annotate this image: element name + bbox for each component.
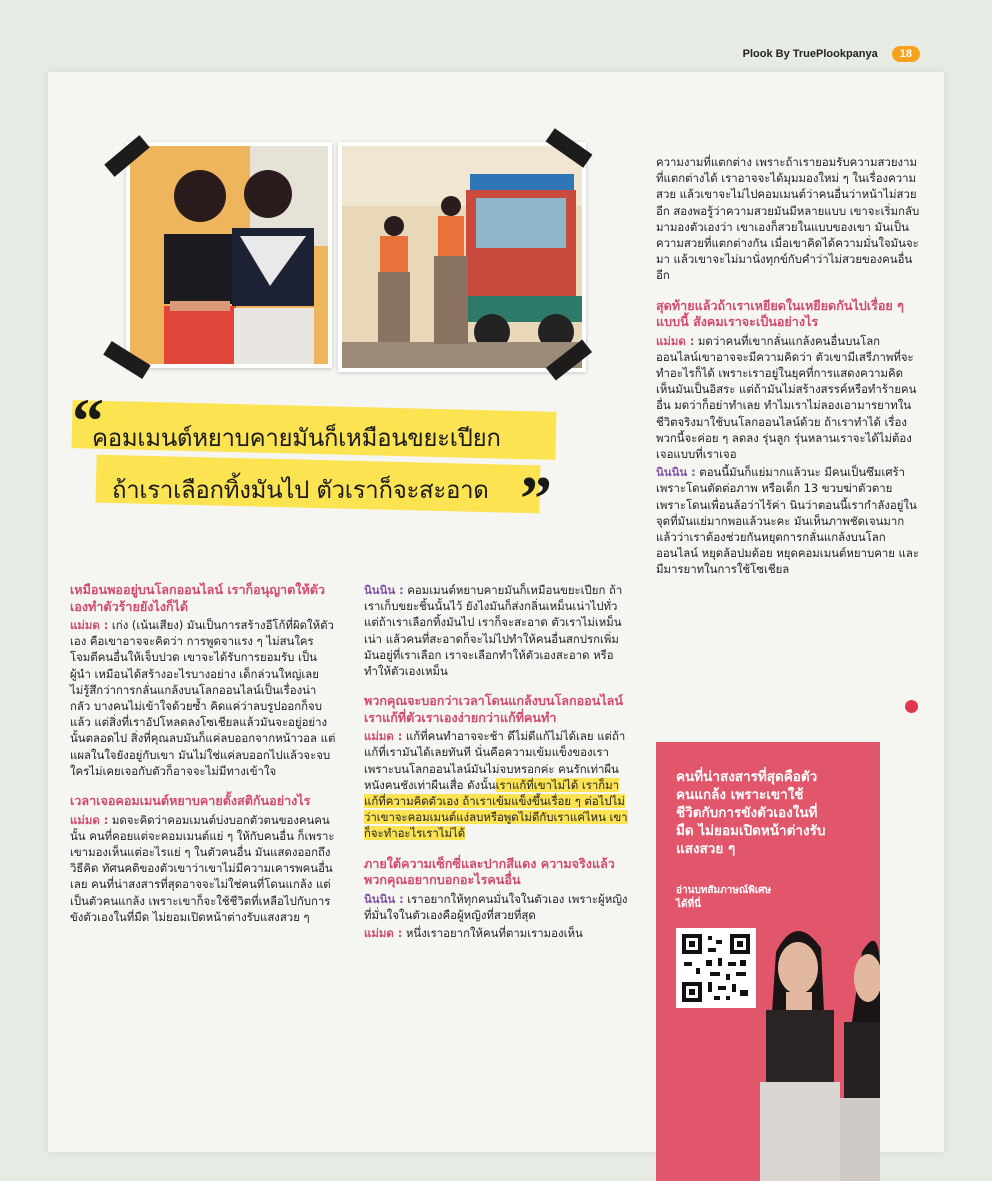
speaker-label: แม่มด : xyxy=(656,333,695,348)
paragraph-text: เก่ง (เน้นเสียง) มันเป็นการสร้างอีโก้ที่ผิดให้ตัวเอง คือเขาอาจจะคิดว่า การพูดจาแรง ๆ ไม่สนใครโจมตีคนอื่นให้เจ็บปวด เขาจะได้รับการยอมรับ เป็นผู้นำ เหมือนได้สร้างอะไรบางอย่าง เด็กล่วนใหญ่เลยไม่รู้สึกว่าการกลั่นแกล้งบนโลกออนไลน์เป็นเรื่องน่ากลัว บางคนไม่เข้าใจด้วยซ้ำ คิดแค่ว่าลบรูปออกก็จบแล้ว แต่สิ่งที่เราอัปโหลดลงโซเชียลแล้วมันจะอยู่อย่างนั้นตลอดไป สิ่งที่คุณลบมันก็แค่ลบออกจากหน้าวอล แต่แผลในใจยังอยู่กับเขา มันไม่ใช่แค่ลบออกไปแล้วจะจบ ใครไม่เคยเจอกับตัวก็อาจจะไม่มีทางเข้าใจ xyxy=(70,618,336,778)
column-1 xyxy=(70,582,336,927)
photo-women-tuktuk xyxy=(338,142,586,372)
quote-close-mark: ” xyxy=(520,463,552,534)
brand-name: Plook By TruePlookpanya xyxy=(742,48,878,60)
quote-line-1: คอมเมนต์หยาบคายมันก็เหมือนขยะเปียก xyxy=(92,424,501,452)
section-heading: สุดท้ายแล้วถ้าเราเหยียดในเหยียดกันไปเรื่อย ๆ แบบนี้ สังคมเราจะเป็นอย่างไร xyxy=(656,297,904,330)
column-2 xyxy=(364,582,628,943)
speaker-label: แม่มด : xyxy=(70,812,109,827)
paragraph-text: มดว่าคนที่เขากลั่นแกล้งคนอื่นบนโลกออนไลน์เขาอาจจะมีความคิดว่า ตัวเขามีเสรีภาพที่จะทำอะไรก็ได้ เพราะเราอยู่ในยุคที่การแสดงความคิดเห็นมันเป็นอิสระ แต่ถ้ามันไม่สร้างสรรค์หรือทำร้ายคนอื่น มดว่าก็อย่าทำเลย ทำไมเราไม่ลองเอามารยาทในชีวิตจริงมาใช้บนโลกออนไลน์ด้วย ถ้าเราทำได้ เรื่องพวกนี้จะค่อย ๆ ลดลง รุ่นลูก รุ่นหลานเราจะได้ไม่ต้องเจอแบบที่เราเจอ xyxy=(656,333,917,462)
speaker-label: แม่มด : xyxy=(364,926,403,941)
speaker-label: นินนิน : xyxy=(656,465,696,480)
paragraph-text: หนึ่งเราอยากให้คนที่ตามเรามองเห็น xyxy=(402,926,583,941)
panel-read-more-label: อ่านบทสัมภาษณ์พิเศษได้ที่นี่ xyxy=(676,885,772,910)
panel-photo-two-women xyxy=(656,912,880,1181)
paragraph xyxy=(364,728,628,841)
speaker-label: นินนิน : xyxy=(364,583,404,597)
paragraph-text: ตอนนี้มันก็แย่มากแล้วนะ มีคนเป็นซึมเศร้าเพราะโดนตัดต่อภาพ หรือเด็ก 13 ขวบฆ่าตัวตายเพราะโดนเพื่อนล้อว่าไร้ค่า นินว่าตอนนี้เรากำลังอยู่ในจุดที่มันแย่มากพอแล้วนะคะ มันเห็นภาพชัดเจนมากแล้วว่าเราต้องช่วยกันหยุดการกลั่นแกล้งบนโลกออนไลน์ หยุดล้อปมด้อย หยุดคอมเมนต์หยาบคาย และมีมารยาทในการใช้โซเชียล xyxy=(656,465,919,577)
speaker-label: แม่มด : xyxy=(70,618,109,632)
section-heading: เหมือนพออยู่บนโลกออนไลน์ เราก็อนุญาตให้ตัวเองทำตัวร้ายยังไงก็ได้ xyxy=(70,582,325,614)
highlighted-text: เราแก้ที่เขาไม่ได้ เราก็มาแก้ที่ความคิดตัวเอง ถ้าเราเข้มแข็งขึ้นเรื่อย ๆ ต่อไปไม่ว่าเขาจะคอมเมนต์แง่ลบหรือพูดไม่ดีกับเราแค่ไหน เขาก็จะทำอะไรเราไม่ได้ xyxy=(364,777,628,841)
section-heading: เวลาเจอคอมเมนต์หยาบคายตั้งสติกันอย่างไร xyxy=(70,793,311,809)
panel-quote: คนที่น่าสงสารที่สุดคือตัวคนแกล้ง เพราะเขาใช้ชีวิตกับการขังตัวเองในที่มืด ไม่ยอมเปิดหน้าต่างรับแสงสวย ๆ xyxy=(676,769,826,857)
paragraph xyxy=(364,925,628,941)
speaker-label: แม่มด : xyxy=(364,729,403,744)
column-3 xyxy=(656,154,922,580)
photo-two-women-sportswear xyxy=(126,142,332,368)
section-heading: ภายใต้ความเซ็กซี่และปากสีแดง ความจริงแล้วพวกคุณอยากบอกอะไรคนอื่น xyxy=(364,855,615,888)
paragraph xyxy=(656,464,922,577)
quote-open-mark: “ xyxy=(72,385,104,456)
paragraph xyxy=(656,333,922,463)
paragraph xyxy=(70,812,336,925)
paragraph-text: เราอยากให้ทุกคนมั่นใจในตัวเอง เพราะผู้หญิงที่มั่นใจในตัวเองคือผู้หญิงที่สวยที่สุด xyxy=(364,891,628,922)
paragraph: ความงามที่แตกต่าง เพราะถ้าเรายอมรับความสวยงามที่แตกต่างได้ เราอาจจะได้มุมมองใหม่ ๆ ในเรื่องความสวย แล้วเขาจะไม่ไปคอมเมนต์ว่าคนอื่นว่าหน้าไม่สวยอีก สองพอรู้ว่าความสวยมันมีหลายแบบ เขาจะเริ่มกลับมามองตัวเองว่า เขาเองก็สวยในแบบของเขา มันเป็นความสวยที่แตกต่างกัน เมื่อเขาคิดได้ความมั่นใจมันจะมา แล้วเขาจะไม่มานั่งทุกข์กับคำว่าไม่สวยของคนอื่นอีก xyxy=(656,155,920,283)
article-end-icon xyxy=(905,700,918,713)
section-heading: พวกคุณจะบอกว่าเวลาโดนแกล้งบนโลกออนไลน์ เราแก้ที่ตัวเราเองง่ายกว่าแก้ที่คนทำ xyxy=(364,693,624,725)
paragraph-text: แก้ที่คนทำอาจจะช้า ดีไม่ดีแก้ไม่ได้เลย แต่ถ้าแก้ที่เรามันได้เลยทันที นั่นคือความเข้มแข็งของเรา เพราะบนโลกออนไลน์มันไม่จบหรอกค่ะ คนรักเท่าผืนหนังคนชังเท่าผืนเสื่อ ดังนั้น xyxy=(364,729,626,792)
speaker-label: นินนิน : xyxy=(364,891,404,906)
paragraph xyxy=(364,582,628,679)
paragraph xyxy=(70,617,336,779)
callout-panel xyxy=(656,742,880,1181)
page-number-badge: 18 xyxy=(892,46,920,62)
quote-line-2: ถ้าเราเลือกทิ้งมันไป ตัวเราก็จะสะอาด xyxy=(112,476,489,504)
paragraph xyxy=(364,891,628,923)
paragraph-text: มดจะคิดว่าคอมเมนต์บ่งบอกตัวตนของคนคนนั้น คนที่คอยแต่จะคอมเมนต์แย่ ๆ ให้กับคนอื่น ก็เพราะเขามองเห็นแต่อะไรแย่ ๆ ในตัวคนอื่น มันแสดงออกถึงวิธีคิด ทัศนคติของตัวเขาว่าเขาไม่มีความเคารพคนอื่นเลย คนที่น่าสงสารที่สุดอาจจะไม่ใช่คนที่โดนแกล้ง แต่เป็นตัวคนแกล้ง เพราะเขาก็จะใช้ชีวิตที่เหลือไปกับการขังตัวเองในที่มืด ไม่ยอมเปิดหน้าต่างรับแสงสวย ๆ xyxy=(70,812,335,924)
paragraph-text: คอมเมนต์หยาบคายมันก็เหมือนขยะเปียก ถ้าเราเก็บขยะชิ้นนั้นไว้ ยังไงมันก็ส่งกลิ่นเหม็นเน่าไปทั่ว แต่ถ้าเราเลือกทิ้งมันไป เราก็จะสะอาด ตัวเราไม่เหม็นเน่า แล้วคนที่สะอาดก็จะไม่ไปทำให้คนอื่นสกปรกเพิ่ม มันอยู่ที่เราเลือก เราจะเลือกทำให้ตัวเองสะอาด หรือทำให้ตัวเองเหม็น xyxy=(364,583,623,679)
page-header xyxy=(743,46,920,62)
photo-illustration xyxy=(130,146,328,364)
photo-illustration-2 xyxy=(342,146,582,368)
